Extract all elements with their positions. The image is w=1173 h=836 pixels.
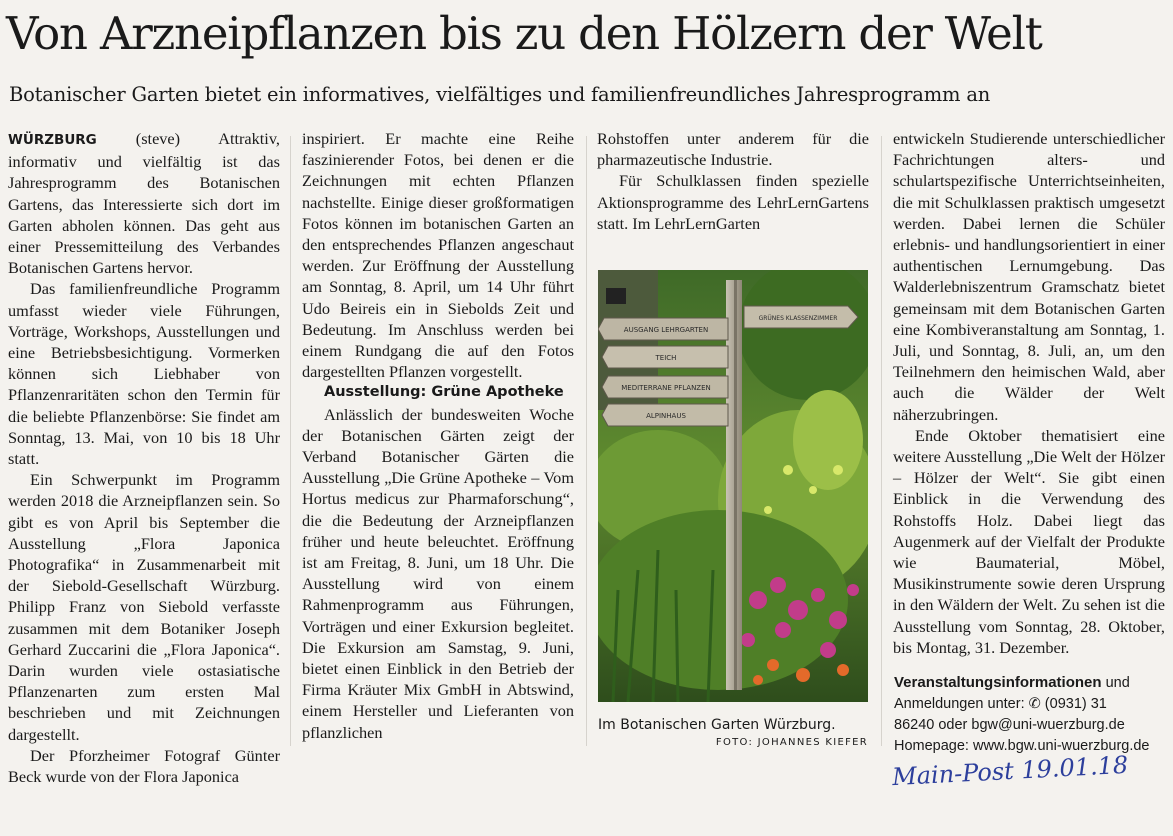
- info-email-line: 86240 oder bgw@uni-wuerzburg.de: [894, 717, 1125, 733]
- article-column-2: [302, 128, 574, 743]
- article-paragraph: Ende Oktober thematisiert eine weitere Ausstellung „Die Welt der Hölzer – Hölzer der Welt“. Sie gibt einen Einblick in die Verwendung des Rohstoffs Holz. Dabei liegt das Augenmerk auf der Vielfalt der Produkte wie Baumaterial, Möbel, Musikinstrumente sowie deren Ursprung in den Wäldern der Welt. Zu sehen ist die Ausstellung vom Sonntag, 28. Oktober, bis Montag, 31. Dezember.: [893, 425, 1165, 657]
- article-paragraph: Für Schulklassen finden spezielle Aktionsprogramme des LehrLernGartens statt. Im LehrLernGarten: [597, 171, 869, 233]
- info-lead: Veranstaltungsinformationen: [894, 674, 1102, 691]
- article-paragraph: Das familienfreundliche Programm umfasst wieder viele Führungen, Vorträge, Workshops, Ausstellungen und eine Betriebsbesichtigung. Vormerken können sich Liebhaber von Pflanzenraritäten schon den Termin für die beliebte Pflanzenbörse: Sie findet am Sonntag, 13. Mai, von 10 bis 18 Uhr statt.: [8, 279, 280, 469]
- handwritten-signature: Main-Post 19.01.18: [891, 750, 1129, 792]
- event-info-box: [894, 672, 1166, 757]
- column-divider: [290, 136, 291, 746]
- info-homepage-line: Homepage: www.bgw.uni-wuerzburg.de: [894, 738, 1150, 754]
- article-column-1: [8, 128, 280, 787]
- info-phone-line: Anmeldungen unter: ✆ (0931) 31: [894, 696, 1107, 712]
- info-line: [894, 672, 1166, 694]
- signpost-label: TEICH: [655, 354, 677, 362]
- paragraph-text: (steve) Attraktiv, informativ und vielfältig ist das Jahresprogramm des Botanischen Gartens, das Interessierte sich dort im Garten abholen können. Das geht aus einer Pressemitteilung des Verbandes Botanischen Gartens hervor.: [8, 129, 280, 278]
- article-paragraph: Rohstoffen unter anderem für die pharmazeutische Industrie.: [597, 129, 869, 170]
- article-paragraph: Anlässlich der bundesweiten Woche der Botanischen Gärten zeigt der Verband Botanischer Gärten die Ausstellung „Die Grüne Apotheke – Vom Hortus medicus zur Pharmaforschung“, die die Bedeutung der Arzneipflanzen früher und heute beleuchtet. Eröffnung ist am Freitag, 8. Juni, um 18 Uhr. Die Ausstellung wird von einem Rahmenprogramm aus Führungen, Vorträgen und einer Exkursion begleitet. Die Exkursion am Samstag, 9. Juni, bietet einen Einblick in den Betrieb der Firma Kräuter Mix GmbH in Abtswind, einem Hersteller und Lieferanten von pflanzlichen: [302, 404, 574, 742]
- article-paragraph: Der Pforzheimer Fotograf Günter Beck wurde von der Flora Japonica: [8, 745, 280, 787]
- column-divider: [586, 136, 587, 746]
- photo-credit: FOTO: JOHANNES KIEFER: [715, 737, 868, 748]
- info-lead-tail: und: [1101, 675, 1130, 691]
- article-paragraph: entwickeln Studierende unterschiedlicher Fachrichtungen alters- und schulartspezifische Unterrichtseinheiten, die mit Schulklassen praktisch umgesetzt werden. Dabei lernen die Schüler erlebnis- und handlungsorientiert in einer authentischen Lernumgebung. Das Walderlebniszentrum Gramschatz bietet gemeinsam mit dem Botanischen Garten eine Kombiveranstaltung am Sonntag, 1. Juli, und Sonntag, 8. Juli, an, um den Teilnehmern den heimischen Wald, aber auch die Wälder der Welt näherzubringen.: [893, 129, 1165, 424]
- article-headline: Von Arzneipflanzen bis zu den Hölzern der Welt: [6, 7, 1042, 60]
- section-subheading: Ausstellung: Grüne Apotheke: [324, 384, 564, 401]
- signpost-label: ALPINHAUS: [646, 412, 686, 420]
- article-paragraph: Ein Schwerpunkt im Programm werden 2018 die Arzneipflanzen sein. So gibt es von April bis September die Ausstellung „Flora Japonica Photografika“ in Zusammenarbeit mit der Siebold-Gesellschaft Würzburg. Philipp Franz von Siebold verfasste zusammen mit dem Botaniker Joseph Gerhard Zuccarini die „Flora Japonica“. Darin wurden viele ostasiatische Pflanzenarten zum ersten Mal beschrieben und mit Zeichnungen dargestellt.: [8, 470, 280, 744]
- article-paragraph: inspiriert. Er machte eine Reihe faszinierender Fotos, bei denen er die Zeichnungen mit echten Pflanzen nachstellte. Einige dieser großformatigen Fotos können im botanischen Garten an den entsprechendes Pflanzen angeschaut werden. Zur Eröffnung der Ausstellung am Sonntag, 8. April, um 14 Uhr führt Udo Beireis ein in Siebolds Zeit und Bedeutung. Im Anschluss werden bei einem Rundgang die auf den Fotos dargestellten Pflanzen vorgestellt.: [302, 129, 574, 382]
- dateline: WÜRZBURG: [8, 132, 97, 148]
- article-column-3: [597, 128, 869, 234]
- signpost-label: AUSGANG LEHRGARTEN: [623, 326, 709, 334]
- article-subheadline: Botanischer Garten bietet ein informatives, vielfältiges und familienfreundliches Jahresprogramm an: [9, 83, 991, 106]
- column-divider: [881, 136, 882, 746]
- signpost-label: GRÜNES KLASSENZIMMER: [758, 315, 838, 322]
- article-paragraph: [8, 128, 280, 278]
- photo-caption: Im Botanischen Garten Würzburg.: [598, 717, 836, 733]
- article-column-4: [893, 128, 1165, 658]
- garden-signpost-photo: [598, 270, 868, 702]
- signpost-label: MEDITERRANE PFLANZEN: [621, 384, 711, 392]
